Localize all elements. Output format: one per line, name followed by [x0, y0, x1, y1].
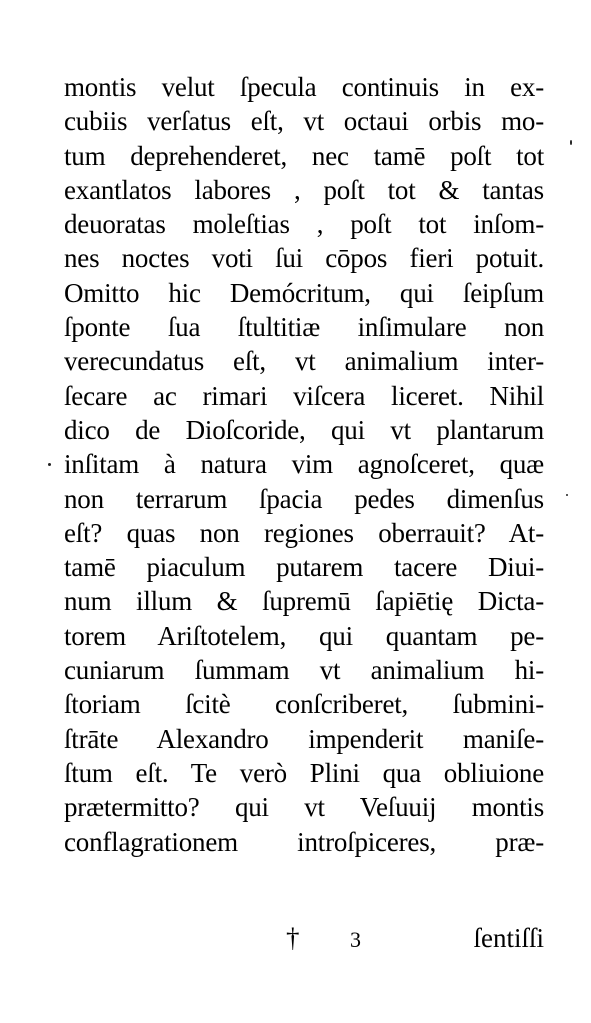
catchword: ſentiſſi: [473, 923, 544, 953]
text-line: Omitto hic Demócritum, qui ſeipſum: [64, 277, 544, 308]
text-line: ſecare ac rimari viſcera liceret. Nihil: [64, 380, 544, 411]
text-line: torem Ariſtotelem, qui quantam pe-: [64, 620, 544, 651]
text-line: ſponte ſua ſtultitiæ inſimulare non: [64, 312, 544, 343]
text-line: dico de Dioſcoride, qui vt plantarum: [64, 414, 544, 445]
text-line: inſitam à natura vim agnoſceret, quæ: [64, 449, 544, 480]
ink-speck: [566, 494, 568, 496]
ink-speck: [570, 140, 572, 145]
text-line: non terrarum ſpacia pedes dimenſus: [64, 483, 544, 514]
text-line: num illum & ſupremū ſapiētię Dicta-: [64, 586, 544, 617]
page-footer: [64, 918, 544, 958]
text-line: nes noctes voti ſui cōpos fieri potuit.: [64, 243, 544, 274]
text-line: montis velut ſpecula continuis in ex-: [64, 72, 544, 102]
text-line: cuniarum ſummam vt animalium hi-: [64, 655, 544, 686]
text-line: tamē piaculum putarem tacere Diui-: [64, 552, 544, 583]
text-line: cubiis verſatus eſt, vt octaui orbis mo-: [64, 106, 544, 137]
signature-number: 3: [350, 927, 361, 952]
text-line: ſtrāte Alexandro impenderit maniſe-: [64, 723, 544, 754]
text-line: ſtum eſt. Te verò Plini qua obliuione: [64, 757, 544, 788]
ink-speck: [48, 463, 51, 466]
text-line: verecundatus eſt, vt animalium inter-: [64, 346, 544, 377]
text-line: deuoratas moleſtias , poſt tot inſom-: [64, 209, 544, 240]
text-line: exantlatos labores , poſt tot & tantas: [64, 174, 544, 205]
body-text: [64, 70, 544, 859]
signature-mark: †: [286, 923, 300, 953]
text-line: prætermitto? qui vt Veſuuij montis: [64, 792, 544, 823]
text-line: ſtoriam ſcitè conſcriberet, ſubmini-: [64, 689, 544, 720]
text-line: conflagrationem introſpiceres, præ-: [64, 826, 544, 857]
text-line: eſt? quas non regiones oberrauit? At-: [64, 517, 544, 548]
text-line: tum deprehenderet, nec tamē poſt tot: [64, 140, 544, 171]
